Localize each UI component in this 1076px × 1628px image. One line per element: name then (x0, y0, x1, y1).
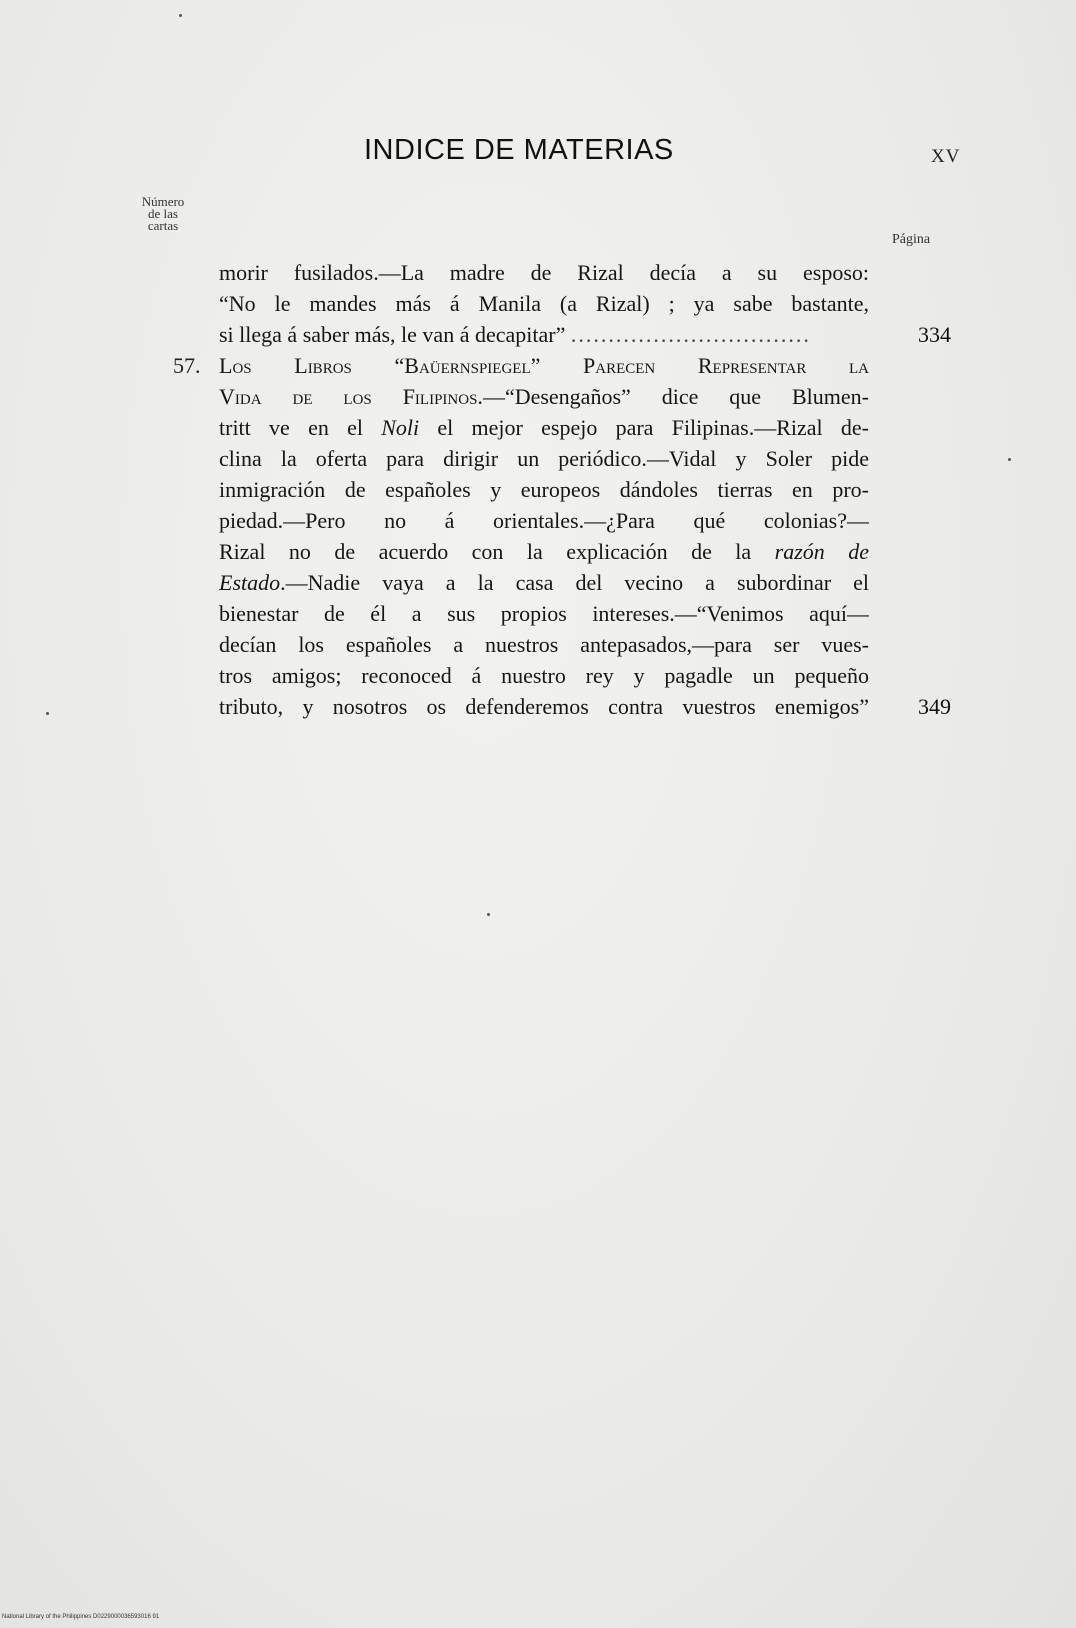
continuation-line: morir fusilados.—La madre de Rizal decía a su esposo: (219, 260, 869, 285)
entry-line: piedad.—Pero no á orientales.—¿Para qué colonias?— (219, 508, 869, 533)
entry-line: bienestar de él a sus propios intereses.—“Venimos aquí— (219, 601, 869, 626)
entry-line (219, 381, 869, 412)
column-label-line: de las (148, 206, 178, 221)
entry-title-line: Los Libros “Baüernspiegel” Parecen Representar la (219, 353, 869, 378)
running-title: INDICE DE MATERIAS (364, 134, 674, 166)
column-label-line: cartas (147, 218, 179, 233)
scan-speck (487, 913, 490, 916)
scan-speck (179, 14, 182, 17)
entry-line: decían los españoles a nuestros antepasados,—para ser vues- (219, 632, 869, 657)
continuation-line: “No le mandes más á Manila (a Rizal) ; ya sabe bastante, (219, 291, 869, 316)
entry-line (219, 412, 869, 443)
entry-line (219, 536, 869, 567)
entry-line: tributo, y nosotros os defenderemos contra vuestros enemigos” (219, 694, 869, 719)
italic-phrase: Estado (219, 570, 281, 595)
page-number: XV (931, 146, 961, 167)
library-footer-note: National Library of the Philippines D0229000036593016 91 (2, 1614, 160, 1620)
entry-text: —“Desengaños” dice que Blumen- (482, 384, 869, 409)
entry-text: el mejor espejo para Filipinas.—Rizal de- (419, 415, 869, 440)
italic-phrase: razón de (774, 539, 869, 564)
scan-speck (1008, 458, 1011, 461)
entry-line (219, 567, 869, 598)
entry-number: 57. (173, 353, 201, 378)
entry-text: Rizal no de acuerdo con la explicación de la (219, 539, 775, 564)
scan-speck (46, 712, 49, 715)
page-column-label: Página (892, 232, 931, 247)
entry-line: inmigración de españoles y europeos dándoles tierras en pro- (219, 477, 869, 502)
letter-number-column-label (128, 196, 198, 232)
entry-text: tritt ve en el (219, 415, 382, 440)
page-ref-334: 334 (918, 322, 951, 347)
column-label-line: Número (141, 194, 185, 209)
entry-line: tros amigos; reconoced á nuestro rey y pagadle un pequeño (219, 663, 869, 688)
continuation-text: si llega á saber más, le van á decapitar” (219, 322, 566, 347)
leader-dots: ................................ (570, 322, 811, 347)
entry-text: .—Nadie vaya a la casa del vecino a subordinar el (280, 570, 869, 595)
entry-line: clina la oferta para dirigir un periódico.—Vidal y Soler pide (219, 446, 869, 471)
page-ref-349: 349 (918, 694, 951, 719)
italic-title-noli: Noli (381, 415, 420, 440)
entry-title-caps: Vida de los Filipinos. (219, 384, 483, 409)
continuation-line-last (219, 319, 869, 350)
